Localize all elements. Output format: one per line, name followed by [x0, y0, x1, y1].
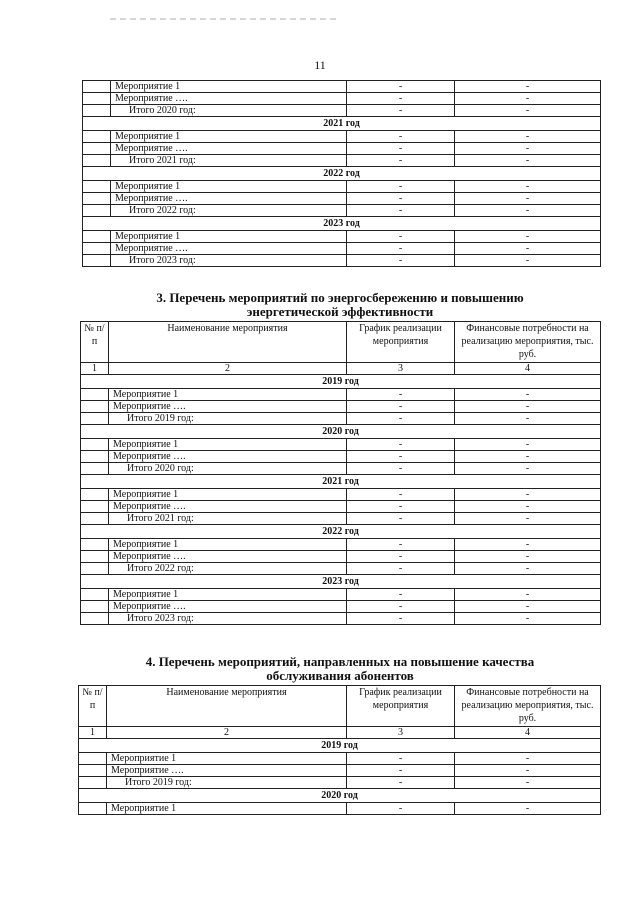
year-row: [81, 575, 601, 589]
schedule-value: -: [347, 193, 455, 205]
finance-value: -: [455, 803, 601, 815]
row-number-cell: [83, 243, 111, 255]
schedule-value: -: [347, 563, 455, 575]
row-number-cell: [81, 501, 109, 513]
row-number-cell: [81, 601, 109, 613]
finance-value: -: [455, 255, 601, 267]
row-number-cell: [79, 765, 107, 777]
total-row: [79, 777, 601, 789]
table-row: [83, 181, 601, 193]
table-row: [81, 501, 601, 513]
column-number: 2: [107, 727, 347, 739]
year-row: [79, 739, 601, 753]
header-number: № п/п: [79, 686, 107, 727]
measure-name: Мероприятие 1: [107, 803, 347, 815]
total-row: [83, 155, 601, 167]
page-number: 11: [314, 58, 326, 72]
measure-name: Итого 2020 год:: [111, 105, 347, 117]
year-label: 2020 год: [81, 425, 601, 439]
schedule-value: -: [347, 777, 455, 789]
row-number-cell: [83, 143, 111, 155]
section-3-title: [80, 291, 600, 319]
total-row: [83, 255, 601, 267]
table-row: [79, 765, 601, 777]
measure-name: Мероприятие ….: [111, 143, 347, 155]
header-schedule: График реализации мероприятия: [347, 686, 455, 727]
table-row: [81, 439, 601, 451]
schedule-value: -: [347, 243, 455, 255]
column-number: 1: [79, 727, 107, 739]
row-number-cell: [83, 81, 111, 93]
header-schedule: График реализации мероприятия: [347, 322, 455, 363]
schedule-value: -: [347, 231, 455, 243]
table-row: [83, 193, 601, 205]
measure-name: Мероприятие 1: [109, 439, 347, 451]
table-row: [81, 489, 601, 501]
column-number: 4: [455, 363, 601, 375]
schedule-value: -: [347, 803, 455, 815]
finance-value: -: [455, 589, 601, 601]
column-number: 3: [347, 727, 455, 739]
schedule-value: -: [347, 513, 455, 525]
table-row: [79, 753, 601, 765]
finance-value: -: [455, 513, 601, 525]
finance-value: -: [455, 451, 601, 463]
finance-value: -: [455, 753, 601, 765]
schedule-value: -: [347, 143, 455, 155]
header-name: Наименование мероприятия: [107, 686, 347, 727]
schedule-value: -: [347, 551, 455, 563]
row-number-cell: [83, 193, 111, 205]
row-number-cell: [83, 231, 111, 243]
column-number-row: [81, 363, 601, 375]
measure-name: Мероприятие 1: [109, 539, 347, 551]
measure-name: Мероприятие 1: [111, 231, 347, 243]
table-row: [81, 451, 601, 463]
section-4-title: [80, 655, 600, 683]
schedule-value: -: [347, 463, 455, 475]
measure-name: Итого 2021 год:: [111, 155, 347, 167]
finance-value: -: [455, 105, 601, 117]
schedule-value: -: [347, 753, 455, 765]
table-row: [83, 231, 601, 243]
section-4-title-line2: обслуживания абонентов: [266, 668, 414, 683]
row-number-cell: [83, 155, 111, 167]
row-number-cell: [83, 205, 111, 217]
year-label: 2023 год: [83, 217, 601, 231]
table-row: [83, 243, 601, 255]
finance-value: -: [455, 601, 601, 613]
table-row: [81, 589, 601, 601]
measure-name: Итого 2023 год:: [109, 613, 347, 625]
schedule-value: -: [347, 81, 455, 93]
measure-name: Мероприятие 1: [111, 131, 347, 143]
schedule-value: -: [347, 413, 455, 425]
finance-value: -: [455, 413, 601, 425]
schedule-value: -: [347, 155, 455, 167]
total-row: [81, 563, 601, 575]
measure-name: Мероприятие 1: [109, 389, 347, 401]
finance-value: -: [455, 81, 601, 93]
table-row: [81, 401, 601, 413]
finance-value: -: [455, 501, 601, 513]
table-row: [81, 601, 601, 613]
schedule-value: -: [347, 181, 455, 193]
row-number-cell: [81, 539, 109, 551]
schedule-value: -: [347, 93, 455, 105]
measure-name: Мероприятие 1: [107, 753, 347, 765]
row-number-cell: [81, 439, 109, 451]
row-number-cell: [81, 613, 109, 625]
measure-name: Итого 2020 год:: [109, 463, 347, 475]
row-number-cell: [81, 451, 109, 463]
row-number-cell: [81, 513, 109, 525]
row-number-cell: [81, 589, 109, 601]
measure-name: Мероприятие 1: [109, 489, 347, 501]
measure-name: Итого 2022 год:: [111, 205, 347, 217]
finance-value: -: [455, 389, 601, 401]
year-row: [83, 167, 601, 181]
finance-value: -: [455, 765, 601, 777]
measure-name: Мероприятие ….: [109, 601, 347, 613]
column-number: 3: [347, 363, 455, 375]
section-3-title-line1: 3. Перечень мероприятий по энергосбережению и повышению: [156, 290, 524, 305]
row-number-cell: [81, 389, 109, 401]
row-number-cell: [83, 131, 111, 143]
measure-name: Итого 2019 год:: [107, 777, 347, 789]
table-row: [83, 93, 601, 105]
schedule-value: -: [347, 489, 455, 501]
row-number-cell: [79, 803, 107, 815]
table-row: [83, 143, 601, 155]
finance-value: -: [455, 205, 601, 217]
schedule-value: -: [347, 439, 455, 451]
row-number-cell: [79, 777, 107, 789]
finance-value: -: [455, 613, 601, 625]
year-row: [83, 117, 601, 131]
schedule-value: -: [347, 501, 455, 513]
schedule-value: -: [347, 601, 455, 613]
measure-name: Мероприятие 1: [109, 589, 347, 601]
row-number-cell: [83, 105, 111, 117]
year-label: 2021 год: [83, 117, 601, 131]
finance-value: -: [455, 551, 601, 563]
total-row: [81, 613, 601, 625]
measure-name: Итого 2022 год:: [109, 563, 347, 575]
year-row: [83, 217, 601, 231]
schedule-value: -: [347, 765, 455, 777]
finance-value: -: [455, 777, 601, 789]
finance-value: -: [455, 563, 601, 575]
schedule-value: -: [347, 589, 455, 601]
schedule-value: -: [347, 105, 455, 117]
table-row: [81, 389, 601, 401]
measure-name: Мероприятие ….: [109, 401, 347, 413]
header-finance: Финансовые потребности на реализацию мероприятия, тыс. руб.: [455, 686, 601, 727]
total-row: [83, 205, 601, 217]
column-number: 4: [455, 727, 601, 739]
year-row: [81, 475, 601, 489]
scan-artifact: [110, 18, 340, 20]
finance-value: -: [455, 155, 601, 167]
finance-value: -: [455, 401, 601, 413]
total-row: [81, 413, 601, 425]
year-row: [81, 525, 601, 539]
total-row: [81, 513, 601, 525]
table-section-3: [80, 321, 601, 625]
total-row: [81, 463, 601, 475]
row-number-cell: [79, 753, 107, 765]
table-section-4: [78, 685, 601, 815]
measure-name: Мероприятие 1: [111, 181, 347, 193]
schedule-value: -: [347, 451, 455, 463]
table-row: [79, 803, 601, 815]
header-row: [79, 686, 601, 727]
finance-value: -: [455, 143, 601, 155]
table-row: [83, 81, 601, 93]
finance-value: -: [455, 243, 601, 255]
measure-name: Мероприятие ….: [111, 93, 347, 105]
finance-value: -: [455, 93, 601, 105]
header-number: № п/п: [81, 322, 109, 363]
column-number: 1: [81, 363, 109, 375]
column-number-row: [79, 727, 601, 739]
measure-name: Мероприятие ….: [109, 501, 347, 513]
measure-name: Мероприятие ….: [107, 765, 347, 777]
row-number-cell: [81, 413, 109, 425]
measure-name: Мероприятие 1: [111, 81, 347, 93]
year-label: 2022 год: [83, 167, 601, 181]
year-row: [81, 375, 601, 389]
table-row: [81, 551, 601, 563]
year-label: 2019 год: [79, 739, 601, 753]
finance-value: -: [455, 131, 601, 143]
row-number-cell: [81, 489, 109, 501]
measure-name: Итого 2023 год:: [111, 255, 347, 267]
year-label: 2019 год: [81, 375, 601, 389]
header-row: [81, 322, 601, 363]
schedule-value: -: [347, 205, 455, 217]
finance-value: -: [455, 231, 601, 243]
table-continuation: [82, 80, 601, 267]
measure-name: Мероприятие ….: [111, 193, 347, 205]
measure-name: Итого 2019 год:: [109, 413, 347, 425]
year-label: 2020 год: [79, 789, 601, 803]
measure-name: Мероприятие ….: [111, 243, 347, 255]
year-row: [79, 789, 601, 803]
row-number-cell: [81, 563, 109, 575]
schedule-value: -: [347, 539, 455, 551]
measure-name: Мероприятие ….: [109, 451, 347, 463]
finance-value: -: [455, 539, 601, 551]
measure-name: Итого 2021 год:: [109, 513, 347, 525]
header-finance: Финансовые потребности на реализацию мероприятия, тыс. руб.: [455, 322, 601, 363]
row-number-cell: [81, 463, 109, 475]
schedule-value: -: [347, 613, 455, 625]
row-number-cell: [81, 551, 109, 563]
section-3-title-line2: энергетической эффективности: [246, 304, 434, 319]
finance-value: -: [455, 463, 601, 475]
finance-value: -: [455, 489, 601, 501]
section-4-title-line1: 4. Перечень мероприятий, направленных на повышение качества: [145, 654, 535, 669]
schedule-value: -: [347, 401, 455, 413]
table-row: [81, 539, 601, 551]
row-number-cell: [83, 181, 111, 193]
year-row: [81, 425, 601, 439]
schedule-value: -: [347, 389, 455, 401]
finance-value: -: [455, 439, 601, 451]
column-number: 2: [109, 363, 347, 375]
row-number-cell: [83, 255, 111, 267]
measure-name: Мероприятие ….: [109, 551, 347, 563]
row-number-cell: [83, 93, 111, 105]
schedule-value: -: [347, 131, 455, 143]
table-row: [83, 131, 601, 143]
finance-value: -: [455, 193, 601, 205]
header-name: Наименование мероприятия: [109, 322, 347, 363]
total-row: [83, 105, 601, 117]
schedule-value: -: [347, 255, 455, 267]
year-label: 2021 год: [81, 475, 601, 489]
year-label: 2023 год: [81, 575, 601, 589]
finance-value: -: [455, 181, 601, 193]
row-number-cell: [81, 401, 109, 413]
year-label: 2022 год: [81, 525, 601, 539]
